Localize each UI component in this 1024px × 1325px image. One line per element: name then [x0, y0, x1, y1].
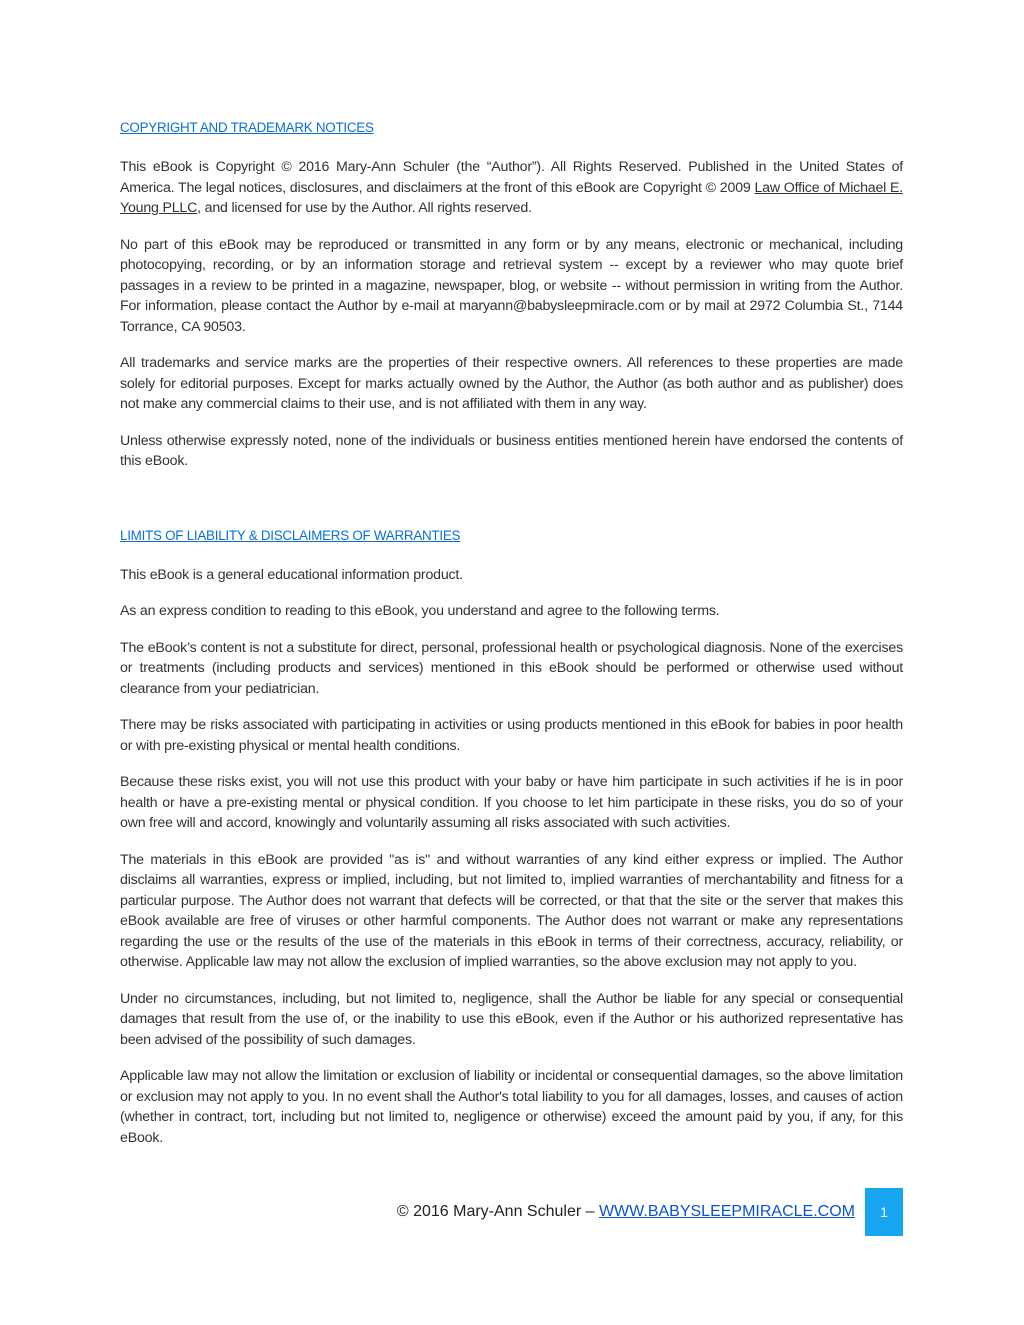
paragraph [120, 157, 903, 219]
paragraph: Under no circumstances, including, but not limited to, negligence, shall the Author be liable for any special or consequential damages that result from the use of, or the inability to use this eBook, even if the Author or his authorized representative has been advised of the possibility of such damages. [120, 990, 903, 1048]
document-body [120, 120, 903, 1148]
paragraph: As an express condition to reading to this eBook, you understand and agree to the following terms. [120, 603, 720, 619]
paragraph: There may be risks associated with participating in activities or using products mentioned in this eBook for babies in poor health or with pre-existing physical or mental health conditions. [120, 717, 903, 754]
website-link[interactable]: WWW.BABYSLEEPMIRACLE.COM [598, 1203, 855, 1220]
paragraph: The eBook’s content is not a substitute for direct, personal, professional health or psychological diagnosis. None of the exercises or treatments (including products and services) mentioned in this eBook should be performed or otherwise used without clearance from your pediatrician. [120, 639, 903, 697]
section-heading-liability: LIMITS OF LIABILITY & DISCLAIMERS OF WARRANTIES [120, 527, 461, 543]
law-office-link[interactable]: Law Office of Michael E. Young PLLC [120, 179, 903, 216]
section-heading-copyright: COPYRIGHT AND TRADEMARK NOTICES [120, 120, 374, 135]
paragraph-text: , and licensed for use by the Author. All rights reserved. [197, 200, 532, 216]
footer-copyright: © 2016 Mary-Ann Schuler – [396, 1203, 599, 1220]
paragraph: The materials in this eBook are provided "as is" and without warranties of any kind either express or implied. The Author disclaims all warranties, express or implied, including, but not limited to, implied warranties of merchantability and fitness for a particular purpose. The Author does not warrant that defects will be corrected, or that that the site or the server that makes this eBook available are free of viruses or other harmful components. The Author does not warrant or make any representations regarding the use or the results of the use of the materials in this eBook in terms of their correctness, accuracy, reliability, or otherwise. Applicable law may not allow the exclusion of implied warranties, so the above exclusion may not apply to you. [120, 851, 903, 970]
paragraph: Because these risks exist, you will not use this product with your baby or have him participate in such activities if he is in poor health or have a pre-existing mental or physical condition. If you choose to let him participate in these risks, you do so of your own free will and accord, knowingly and voluntarily assuming all risks associated with such activities. [120, 774, 903, 831]
page-number-badge: 1 [865, 1188, 903, 1236]
footer-text [397, 1203, 855, 1221]
paragraph: No part of this eBook may be reproduced or transmitted in any form or by any means, electronic or mechanical, including photocopying, recording, or by an information storage and retrieval system -- except by a reviewer who may quote brief passages in a review to be printed in a magazine, newspaper, blog, or website -- without permission in writing from the Author. For information, please contact the Author by e-mail at maryann@babysleepmiracle.com or by mail at 2972 Columbia St., 7144 Torrance, CA 90503. [120, 236, 903, 335]
paragraph: Applicable law may not allow the limitation or exclusion of liability or incidental or consequential damages, so the above limitation or exclusion may not apply to you. In no event shall the Author's total liability to you for all damages, losses, and causes of action (whether in contract, tort, including but not limited to, negligence or otherwise) exceed the amount paid by you, if any, for this eBook. [120, 1068, 903, 1146]
paragraph: This eBook is a general educational information product. [120, 566, 463, 583]
paragraph: Unless otherwise expressly noted, none of the individuals or business entities mentioned herein have endorsed the contents of this eBook. [120, 432, 903, 469]
paragraph-text: This eBook is Copyright © 2016 Mary-Ann Schuler (the “Author”). All Rights Reserved. Published in the United States of America. The legal notices, disclosures, and disclaimers at the front of this eBook are Copyright © 2009 [120, 159, 903, 196]
page-footer [397, 1188, 903, 1236]
paragraph: All trademarks and service marks are the properties of their respective owners. All references to these properties are made solely for editorial purposes. Except for marks actually owned by the Author, the Author (as both author and as publisher) does not make any commercial claims to their use, and is not affiliated with them in any way. [120, 355, 903, 412]
